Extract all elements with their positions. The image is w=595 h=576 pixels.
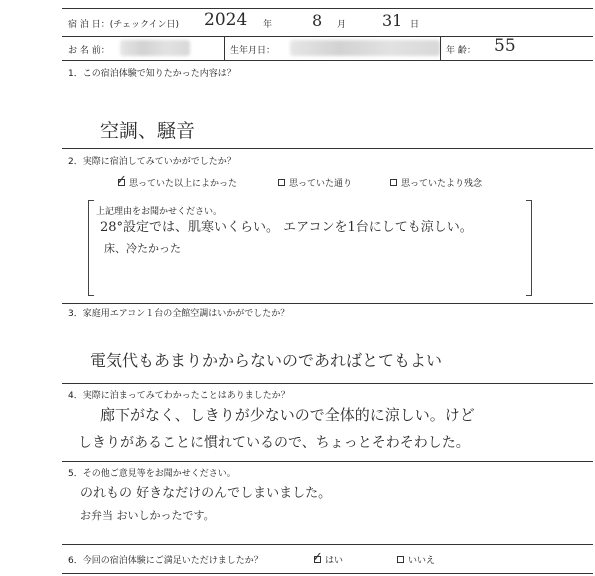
name-label: お 名 前： — [68, 46, 110, 56]
checkbox[interactable] — [397, 556, 404, 563]
q1-question: 1．この宿泊体験で知りたかった内容は？ — [68, 69, 236, 79]
checkbox[interactable] — [312, 550, 323, 565]
year-value: 2024 — [204, 10, 248, 30]
year-unit: 年 — [263, 20, 273, 30]
q3-question: 3．家庭用エアコン１台の全館空調はいかがでしたか？ — [68, 309, 290, 319]
option-label: はい — [325, 556, 344, 566]
redacted-name — [120, 40, 190, 56]
checkbox[interactable] — [390, 179, 397, 186]
check-mark-icon: ✓ — [312, 550, 323, 565]
rule — [62, 544, 593, 545]
redacted-birthdate — [290, 40, 440, 56]
checkbox[interactable] — [116, 173, 127, 188]
rule — [62, 303, 593, 304]
q5-answer-line1: のれもの 好きなだけのんでしまいました。 — [80, 486, 332, 501]
rule — [62, 383, 593, 384]
q1-answer: 空調、騒音 — [100, 120, 196, 142]
divider — [224, 36, 225, 60]
q2-question: 2．実際に宿泊してみていかがでしたか？ — [68, 157, 236, 167]
birth-label: 生年月日： — [230, 46, 276, 56]
day-unit: 日 — [410, 20, 420, 30]
q6-option-no[interactable] — [397, 553, 435, 566]
q2-answer-line1: 28°設定では、肌寒いくらい。 エアコンを1台にしても涼しい。 — [100, 220, 473, 235]
option-label: 思っていた通り — [289, 179, 353, 189]
checkbox[interactable] — [278, 179, 285, 186]
q6-option-yes[interactable] — [312, 550, 344, 566]
q2-reason-label: 上記理由をお聞かせください。 — [96, 207, 223, 217]
q2-answer-line2: 床、冷たかった — [104, 242, 181, 255]
q3-answer: 電気代もあまりかからないのであればとてもよい — [90, 351, 443, 370]
day-value: 31 — [382, 11, 403, 30]
rule — [62, 461, 593, 462]
option-label: いいえ — [408, 556, 436, 566]
option-label: 思っていたより残念 — [401, 179, 483, 189]
q2-option-expected[interactable] — [278, 176, 352, 189]
option-label: 思っていた以上によかった — [129, 179, 238, 189]
age-label: 年 齢： — [446, 46, 476, 56]
month-value: 8 — [312, 11, 323, 30]
age-value: 55 — [494, 36, 516, 56]
q5-answer-line2: お弁当 おいしかったです。 — [80, 509, 215, 522]
rule — [62, 148, 593, 149]
rule — [62, 573, 593, 574]
q4-answer-line2: しきりがあることに慣れているので、ちょっとそわそわした。 — [78, 435, 470, 451]
rule — [62, 60, 593, 61]
q2-option-worse[interactable] — [390, 176, 482, 189]
bracket-left — [88, 200, 94, 296]
check-mark-icon: ✓ — [116, 173, 127, 188]
bracket-right — [526, 200, 532, 296]
month-unit: 月 — [337, 20, 347, 30]
q4-question: 4．実際に泊まってみてわかったことはありましたか？ — [68, 391, 290, 401]
q2-option-better[interactable] — [116, 173, 238, 189]
survey-sheet — [62, 8, 593, 574]
q6-question: 6．今回の宿泊体験にご満足いただけましたか？ — [68, 556, 263, 566]
q5-question: 5．その他ご意見等をお聞かせください。 — [68, 469, 236, 479]
stay-date-label: 宿 泊 日：(チェックイン日) — [68, 20, 180, 30]
divider — [440, 36, 441, 60]
q4-answer-line1: 廊下がなく、しきりが少ないので全体的に涼しい。けど — [100, 406, 475, 424]
rule — [62, 8, 593, 9]
